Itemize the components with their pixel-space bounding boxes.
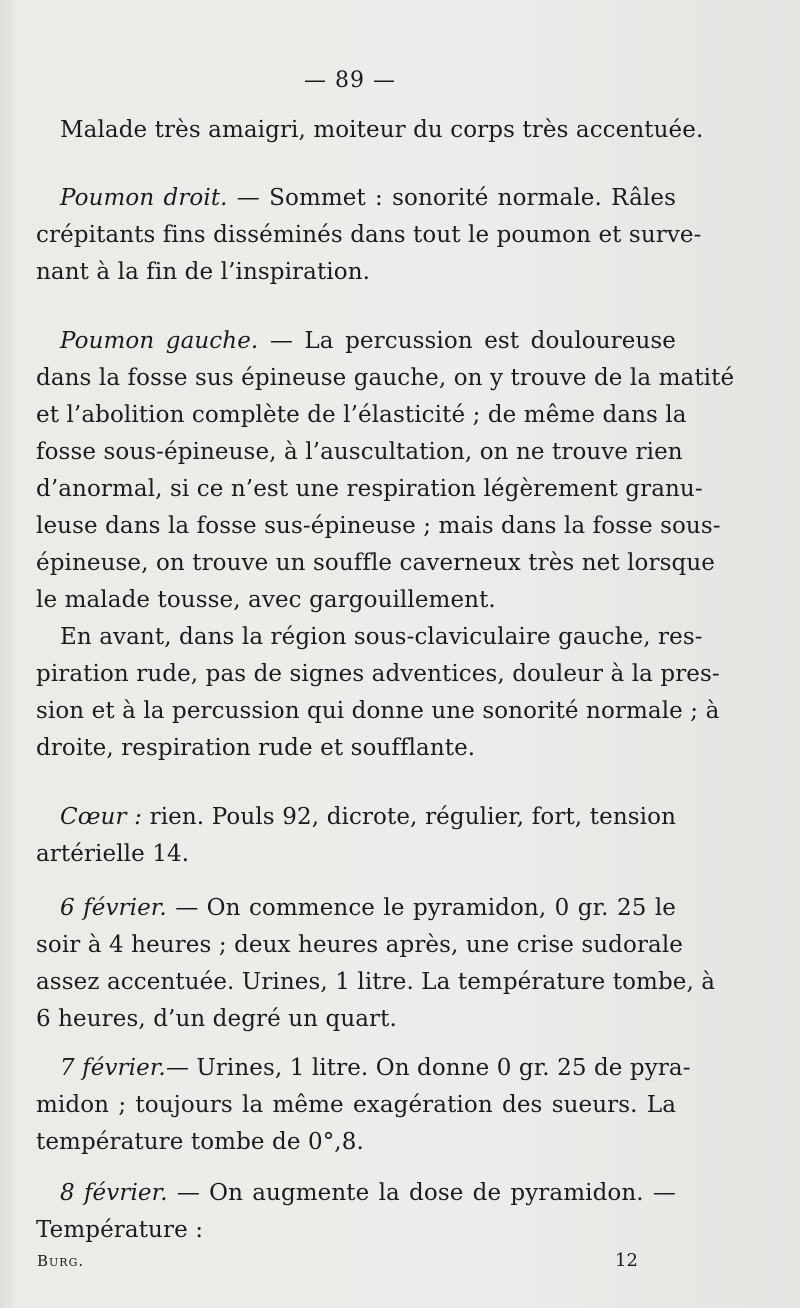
text-line: le malade tousse, avec gargouillement. bbox=[36, 587, 496, 613]
text-line: Cœur : rien. Pouls 92, dicrote, régulier, fort, tension bbox=[60, 804, 676, 830]
sheet-number: 12 bbox=[615, 1250, 638, 1271]
text-line: dans la fosse sus épineuse gauche, on y trouve de la matité bbox=[36, 365, 735, 391]
text-line: crépitants fins disséminés dans tout le poumon et surve- bbox=[36, 222, 702, 248]
text-line: épineuse, on trouve un souffle caverneux très net lorsque bbox=[36, 550, 715, 576]
line-lead: Cœur : bbox=[60, 804, 142, 830]
text-line: et l’abolition complète de l’élasticité ; de même dans la bbox=[36, 402, 687, 428]
text-line: 6 février. — On commence le pyramidon, 0 gr. 25 le bbox=[60, 895, 676, 921]
line-lead: 8 février. bbox=[60, 1180, 168, 1206]
text-line: température tombe de 0°,8. bbox=[36, 1129, 364, 1155]
text-line: midon ; toujours la même exagération des sueurs. La bbox=[36, 1092, 676, 1118]
text-line: leuse dans la fosse sus-épineuse ; mais dans la fosse sous- bbox=[36, 513, 721, 539]
line-lead: 7 février. bbox=[60, 1055, 166, 1081]
text-line: assez accentuée. Urines, 1 litre. La température tombe, à bbox=[36, 969, 716, 995]
text-line: En avant, dans la région sous-claviculaire gauche, res- bbox=[60, 624, 703, 650]
text-line: 8 février. — On augmente la dose de pyramidon. — bbox=[60, 1180, 676, 1206]
page-number: — 89 — bbox=[304, 68, 396, 93]
line-lead: 6 février. bbox=[60, 895, 167, 921]
text-line: Poumon gauche. — La percussion est douloureuse bbox=[60, 328, 676, 354]
text-line: Température : bbox=[36, 1217, 204, 1243]
text-line: piration rude, pas de signes adventices, douleur à la pres- bbox=[36, 661, 720, 687]
text-line: nant à la fin de l’inspiration. bbox=[36, 259, 371, 285]
signature-mark: Burg. bbox=[37, 1252, 85, 1270]
text-line: Malade très amaigri, moiteur du corps très accentuée. bbox=[60, 117, 704, 143]
text-line: 6 heures, d’un degré un quart. bbox=[36, 1006, 397, 1032]
text-line: artérielle 14. bbox=[36, 841, 190, 867]
text-line: Poumon droit. — Sommet : sonorité normale. Râles bbox=[60, 185, 676, 211]
text-line: fosse sous-épineuse, à l’auscultation, on ne trouve rien bbox=[36, 439, 683, 465]
text-line: sion et à la percussion qui donne une sonorité normale ; à bbox=[36, 698, 720, 724]
text-line: soir à 4 heures ; deux heures après, une crise sudorale bbox=[36, 932, 684, 958]
text-line: d’anormal, si ce n’est une respiration légèrement granu- bbox=[36, 476, 703, 502]
text-line: 7 février.— Urines, 1 litre. On donne 0 gr. 25 de pyra- bbox=[60, 1055, 691, 1081]
line-lead: Poumon gauche. bbox=[60, 328, 259, 354]
line-lead: Poumon droit. bbox=[60, 185, 228, 211]
text-line: droite, respiration rude et soufflante. bbox=[36, 735, 476, 761]
